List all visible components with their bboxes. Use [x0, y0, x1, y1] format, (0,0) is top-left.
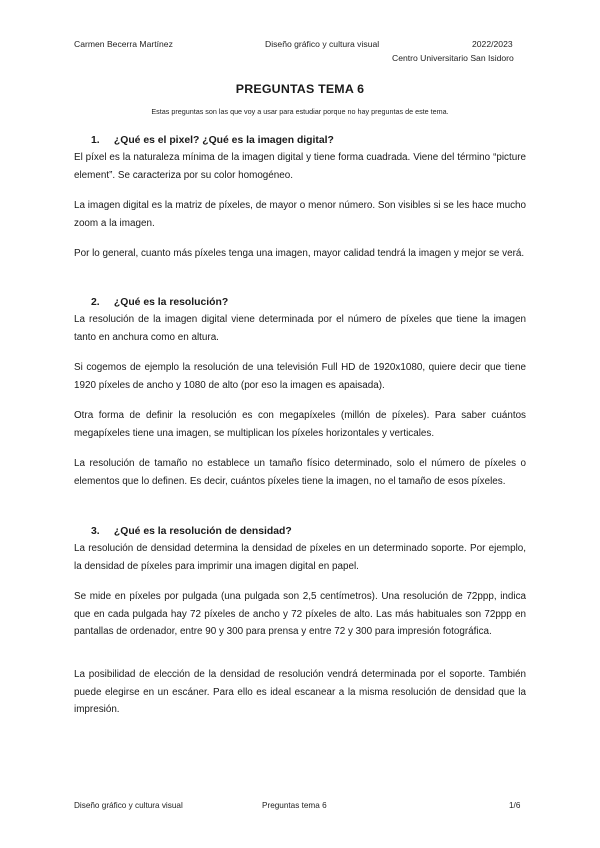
intro-note: Estas preguntas son las que voy a usar para estudiar porque no hay preguntas de este tema. [151, 107, 449, 116]
paragraph: La resolución de densidad determina la densidad de píxeles en un determinado soporte. Por ejemplo, la densidad de píxeles para imprimir una imagen digital en papel. [74, 543, 526, 572]
paragraph: La imagen digital es la matriz de píxeles, de mayor o menor número. Son visibles si se les hace mucho zoom a la imagen. [74, 200, 526, 229]
question-text: ¿Qué es la resolución de densidad? [113, 526, 292, 537]
question-heading-1 [91, 135, 334, 146]
question-number: 1. [91, 135, 100, 146]
header-center: Centro Universitario San Isidoro [392, 53, 514, 63]
footer-subject: Diseño gráfico y cultura visual [74, 801, 183, 810]
header-year: 2022/2023 [472, 39, 513, 49]
paragraph: La resolución de tamaño no establece un tamaño físico determinado, solo el número de píxeles o elementos que lo definen. Es decir, cuántos píxeles tiene la imagen, no el tamaño de esos píxeles. [74, 458, 526, 487]
header-author: Carmen Becerra Martínez [74, 39, 173, 49]
question-text: ¿Qué es la resolución? [113, 297, 229, 308]
paragraph: La resolución de la imagen digital viene determinada por el número de píxeles que tiene la imagen tanto en anchura como en altura. [74, 314, 526, 343]
footer-page-number: 1/6 [509, 801, 521, 810]
paragraph: Otra forma de definir la resolución es con megapíxeles (millón de píxeles). Para saber cuántos megapíxeles tiene una imagen, se multiplican los píxeles horizontales y verticales. [74, 410, 526, 439]
question-number: 2. [91, 297, 100, 308]
question-heading-3 [91, 526, 292, 537]
paragraph: Se mide en píxeles por pulgada (una pulgada son 2,5 centímetros). Una resolución de 72ppp, indica que en cada pulgada hay 72 píxeles de ancho y 72 píxeles de alto. Las más habituales son 72ppp en pantallas de ordenador, entre 90 y 300 para prensa y entre 72 y 300 para impresión fotográfica. [74, 591, 526, 637]
paragraph: La posibilidad de elección de la densidad de resolución vendrá determinada por el soporte. También puede elegirse en un escáner. Para ello es ideal escanear a la misma resolución de densidad que la impresión. [74, 669, 526, 715]
question-heading-2 [91, 297, 228, 308]
header-subject: Diseño gráfico y cultura visual [265, 39, 380, 49]
footer-document: Preguntas tema 6 [262, 801, 327, 810]
question-number: 3. [91, 526, 100, 537]
page-title: PREGUNTAS TEMA 6 [235, 82, 365, 96]
question-text: ¿Qué es el pixel? ¿Qué es la imagen digital? [113, 135, 334, 146]
paragraph: Si cogemos de ejemplo la resolución de una televisión Full HD de 1920x1080, quiere decir que tiene 1920 píxeles de ancho y 1080 de alto (por eso la imagen es apaisada). [74, 362, 526, 391]
paragraph: El píxel es la naturaleza mínima de la imagen digital y tiene forma cuadrada. Viene del término “picture element”. Se caracteriza por su color homogéneo. [74, 152, 526, 181]
paragraph: Por lo general, cuanto más píxeles tenga una imagen, mayor calidad tendrá la imagen y mejor se verá. [74, 248, 525, 259]
